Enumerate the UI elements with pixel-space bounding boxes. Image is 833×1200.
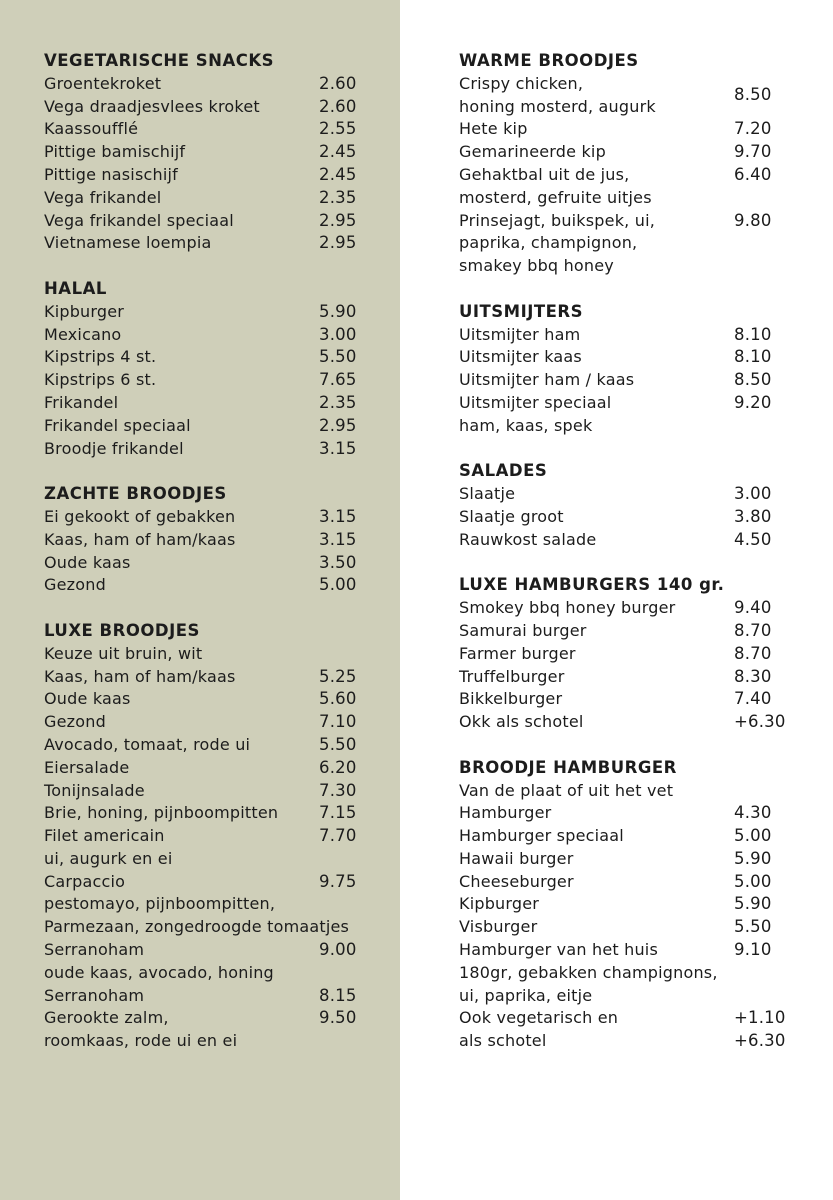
menu-item: [459, 324, 833, 347]
item-price: 3.00: [734, 484, 772, 504]
item-name: Carpaccio: [44, 871, 126, 891]
menu-item: [44, 346, 396, 369]
menu-item: [44, 118, 396, 141]
menu-item: [44, 939, 396, 985]
item-price: 7.15: [319, 803, 357, 823]
item-description: ham, kaas, spek: [459, 415, 593, 435]
item-price: 4.50: [734, 529, 772, 549]
item-price: 8.70: [734, 643, 772, 663]
item-price: 9.20: [734, 392, 772, 412]
item-name: Kipburger: [44, 301, 125, 321]
item-name: Hamburger: [459, 803, 552, 823]
menu-item: [459, 688, 833, 711]
item-description: smakey bbq honey: [459, 256, 614, 276]
item-price: 7.30: [319, 780, 357, 800]
menu-item: [44, 96, 396, 119]
item-price: 3.15: [319, 529, 357, 549]
menu-item: [459, 1007, 833, 1030]
item-price: +1.10: [734, 1008, 786, 1028]
item-price: 8.50: [734, 370, 772, 390]
menu-item: [44, 666, 396, 689]
item-price: 5.00: [734, 826, 772, 846]
item-price: 6.20: [319, 757, 357, 777]
item-description: Parmezaan, zongedroogde tomaatjes: [44, 917, 350, 937]
menu-item: [459, 620, 833, 643]
item-price: 5.00: [734, 871, 772, 891]
item-name: Visburger: [459, 917, 538, 937]
item-price: 5.90: [734, 848, 772, 868]
item-price: 9.70: [734, 142, 772, 162]
item-price: 5.60: [319, 689, 357, 709]
item-name: Gerookte zalm,: [44, 1008, 169, 1028]
menu-item: [44, 187, 396, 210]
menu-item: [459, 346, 833, 369]
item-name: Gehaktbal uit de jus,: [459, 164, 630, 184]
item-price: 7.70: [319, 826, 357, 846]
menu-section-warme-broodjes: [459, 50, 833, 278]
menu-item: [44, 529, 396, 552]
menu-section-broodje-hamburger: [459, 757, 833, 1053]
menu-item: [459, 780, 833, 803]
menu-item: [459, 711, 833, 734]
item-name: Kipstrips 4 st.: [44, 347, 157, 367]
item-name: Prinsejagt, buikspek, ui,: [459, 210, 656, 230]
menu-item: [44, 711, 396, 734]
item-name: Ook vegetarisch en: [459, 1008, 619, 1028]
item-name: Oude kaas: [44, 552, 131, 572]
item-name: Smokey bbq honey burger: [459, 598, 676, 618]
menu-section-salades: [459, 460, 833, 551]
section-heading: LUXE HAMBURGERS 140 gr.: [459, 575, 725, 595]
item-price: 5.50: [734, 917, 772, 937]
item-description: ui, augurk en ei: [44, 848, 173, 868]
menu-item: [44, 688, 396, 711]
menu-item: [459, 825, 833, 848]
menu-item: [44, 552, 396, 575]
menu-item: [44, 438, 396, 461]
item-name: Uitsmijter ham / kaas: [459, 370, 635, 390]
item-name: Slaatje: [459, 484, 516, 504]
item-name: Samurai burger: [459, 620, 587, 640]
item-price: +6.30: [734, 712, 786, 732]
menu-item: [44, 164, 396, 187]
menu-item: [459, 1030, 833, 1053]
item-name: Uitsmijter kaas: [459, 347, 582, 367]
item-name: Kaas, ham of ham/kaas: [44, 666, 236, 686]
item-price: 5.25: [319, 666, 357, 686]
menu-item: [44, 780, 396, 803]
item-name: Serranoham: [44, 940, 145, 960]
item-price: 9.40: [734, 598, 772, 618]
item-description: paprika, champignon,: [459, 233, 638, 253]
menu-item: [44, 73, 396, 96]
item-price: 5.50: [319, 347, 357, 367]
item-name: Truffelburger: [459, 666, 565, 686]
item-name: Vega frikandel speciaal: [44, 210, 234, 230]
item-price: 2.35: [319, 187, 357, 207]
item-name: Keuze uit bruin, wit: [44, 643, 203, 663]
section-heading: SALADES: [459, 461, 548, 481]
item-price: 7.10: [319, 712, 357, 732]
item-name: Pittige bamischijf: [44, 142, 186, 162]
item-name: Okk als schotel: [459, 712, 584, 732]
section-heading: UITSMIJTERS: [459, 301, 583, 321]
item-name: Cheeseburger: [459, 871, 574, 891]
item-name: Kipburger: [459, 894, 540, 914]
menu-item: [459, 871, 833, 894]
menu-item: [44, 141, 396, 164]
item-price: 2.95: [319, 233, 357, 253]
item-description: 180gr, gebakken champignons,: [459, 962, 718, 982]
item-price: 3.80: [734, 506, 772, 526]
item-price: 5.00: [319, 575, 357, 595]
item-name: Uitsmijter speciaal: [459, 392, 612, 412]
item-name: Vietnamese loempia: [44, 233, 212, 253]
item-price: 2.95: [319, 210, 357, 230]
menu-item: [44, 301, 396, 324]
item-price: 2.45: [319, 164, 357, 184]
menu-item: [459, 643, 833, 666]
item-name: Avocado, tomaat, rode ui: [44, 734, 251, 754]
item-name: Frikandel speciaal: [44, 415, 191, 435]
menu-item: [44, 734, 396, 757]
item-price: 3.15: [319, 438, 357, 458]
menu-item: [44, 757, 396, 780]
menu-section-vegetarische-snacks: [44, 50, 396, 255]
item-price: 8.70: [734, 620, 772, 640]
item-name: Slaatje groot: [459, 506, 564, 526]
menu-item: [459, 506, 833, 529]
item-price: 9.80: [734, 210, 772, 230]
item-name: Broodje frikandel: [44, 438, 184, 458]
item-name: Pittige nasischijf: [44, 164, 178, 184]
menu-item: [459, 141, 833, 164]
item-price: 7.20: [734, 119, 772, 139]
menu-item: [459, 164, 833, 210]
item-price: 8.10: [734, 324, 772, 344]
menu-item: [44, 825, 396, 871]
item-name: Kaassoufflé: [44, 119, 139, 139]
item-price: 4.30: [734, 803, 772, 823]
item-name: Oude kaas: [44, 689, 131, 709]
item-price: 2.60: [319, 96, 357, 116]
menu-item: [44, 506, 396, 529]
item-name: Tonijnsalade: [44, 780, 145, 800]
menu-item: [44, 415, 396, 438]
menu-item: [459, 118, 833, 141]
item-name: Vega draadjesvlees kroket: [44, 96, 260, 116]
menu-item: [44, 643, 396, 666]
section-heading: HALAL: [44, 278, 107, 298]
menu-item: [44, 1007, 396, 1053]
item-name: Groentekroket: [44, 73, 162, 93]
menu-section-halal: [44, 278, 396, 460]
menu-section-luxe-broodjes: [44, 620, 396, 1053]
item-name: Rauwkost salade: [459, 529, 597, 549]
menu-item: [44, 369, 396, 392]
item-name: Eiersalade: [44, 757, 130, 777]
item-price: 8.50: [734, 85, 772, 105]
item-price: 2.45: [319, 142, 357, 162]
item-name: Kipstrips 6 st.: [44, 370, 157, 390]
item-description: oude kaas, avocado, honing: [44, 962, 274, 982]
menu-item: [459, 73, 833, 119]
item-price: 2.55: [319, 119, 357, 139]
item-description: mosterd, gefruite uitjes: [459, 187, 652, 207]
item-description: pestomayo, pijnboompitten,: [44, 894, 276, 914]
section-heading: VEGETARISCHE SNACKS: [44, 51, 275, 70]
menu-item: [459, 916, 833, 939]
menu-section-uitsmijters: [459, 301, 833, 438]
menu-item: [459, 666, 833, 689]
menu-item: [459, 597, 833, 620]
item-price: 5.90: [319, 301, 357, 321]
item-name: Ei gekookt of gebakken: [44, 506, 236, 526]
item-name: Hete kip: [459, 119, 528, 139]
item-price: 2.60: [319, 73, 357, 93]
section-heading: BROODJE HAMBURGER: [459, 757, 677, 777]
menu-item: [44, 324, 396, 347]
item-price: 2.35: [319, 392, 357, 412]
item-name: Hamburger van het huis: [459, 940, 658, 960]
item-name: Mexicano: [44, 324, 122, 344]
menu-item: [459, 483, 833, 506]
item-name: Uitsmijter ham: [459, 324, 581, 344]
menu-item: [459, 848, 833, 871]
item-price: 7.65: [319, 370, 357, 390]
item-name: Filet americain: [44, 826, 165, 846]
item-price: 7.40: [734, 689, 772, 709]
menu-item: [44, 574, 396, 597]
item-price: 3.00: [319, 324, 357, 344]
item-price: 8.30: [734, 666, 772, 686]
item-description: ui, paprika, eitje: [459, 985, 593, 1005]
menu-item: [459, 802, 833, 825]
item-name: Bikkelburger: [459, 689, 563, 709]
item-price: 3.15: [319, 506, 357, 526]
item-price: 8.15: [319, 985, 357, 1005]
menu-section-luxe-hamburgers-140-gr: [459, 574, 833, 734]
item-name: Crispy chicken,: [459, 73, 584, 93]
section-heading: LUXE BROODJES: [44, 620, 200, 640]
menu-item: [459, 529, 833, 552]
menu-item: [459, 893, 833, 916]
item-name: Gemarineerde kip: [459, 142, 606, 162]
item-name: als schotel: [459, 1031, 547, 1051]
item-price: 6.40: [734, 164, 772, 184]
menu-item: [44, 802, 396, 825]
item-name: Hawaii burger: [459, 848, 574, 868]
item-name: Gezond: [44, 575, 106, 595]
item-price: 3.50: [319, 552, 357, 572]
menu-column-left: [44, 50, 396, 1076]
item-name: Brie, honing, pijnboompitten: [44, 803, 279, 823]
menu-item: [44, 392, 396, 415]
item-price: 2.95: [319, 415, 357, 435]
menu-item: [459, 939, 833, 1007]
item-name: Hamburger speciaal: [459, 826, 624, 846]
item-name: Vega frikandel: [44, 187, 162, 207]
item-name: Frikandel: [44, 392, 119, 412]
menu-item: [44, 210, 396, 233]
menu-item: [459, 369, 833, 392]
item-name: Kaas, ham of ham/kaas: [44, 529, 236, 549]
menu-item: [44, 871, 396, 939]
item-name: Gezond: [44, 712, 106, 732]
menu-section-zachte-broodjes: [44, 483, 396, 597]
section-heading: ZACHTE BROODJES: [44, 484, 227, 504]
item-price: +6.30: [734, 1031, 786, 1051]
item-price: 9.75: [319, 871, 357, 891]
item-name: Serranoham: [44, 985, 145, 1005]
item-price: 5.50: [319, 734, 357, 754]
menu-column-right: [459, 50, 833, 1076]
item-price: 9.50: [319, 1008, 357, 1028]
section-heading: WARME BROODJES: [459, 51, 639, 70]
item-description: roomkaas, rode ui en ei: [44, 1031, 238, 1051]
item-price: 9.10: [734, 940, 772, 960]
item-price: 8.10: [734, 347, 772, 367]
item-description: honing mosterd, augurk: [459, 96, 656, 116]
item-name: Van de plaat of uit het vet: [459, 780, 674, 800]
menu-item: [44, 985, 396, 1008]
menu-item: [459, 392, 833, 438]
menu-item: [44, 232, 396, 255]
item-name: Farmer burger: [459, 643, 576, 663]
item-price: 5.90: [734, 894, 772, 914]
menu-item: [459, 210, 833, 278]
item-price: 9.00: [319, 940, 357, 960]
